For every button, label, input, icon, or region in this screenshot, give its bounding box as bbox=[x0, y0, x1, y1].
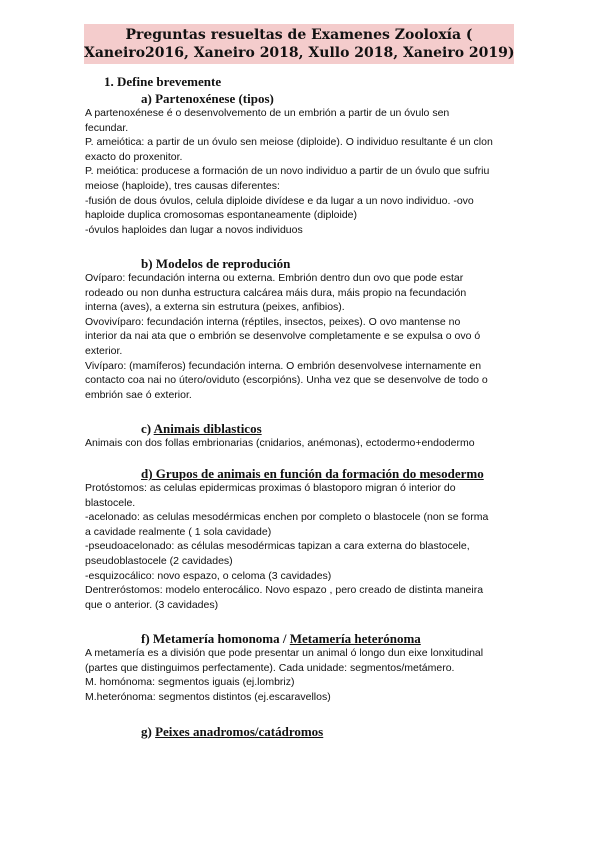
text-line: Dentreróstomos: modelo enterocálico. Novo espazo , pero creado de distinta maneira bbox=[85, 584, 484, 597]
text-line: contacto coa nai no útero/oviduto (escorpións). Unha vez que se desenvolve de todo o bbox=[85, 374, 488, 387]
paragraph-d bbox=[85, 481, 515, 612]
heading-f-title: f) Metamería homonoma bbox=[141, 631, 280, 646]
heading-a: a) Partenoxénese (tipos) bbox=[141, 91, 274, 106]
text-line: Vivíparo: (mamíferos) fecundación interna. O embrión desenvolvese internamente en bbox=[85, 359, 482, 372]
text-line: rodeado ou non dunha estructura calcárea máis dura, máis propio na fecundación bbox=[85, 286, 467, 299]
text-line: que o anterior. (3 cavidades) bbox=[85, 598, 219, 611]
text-line: exterior. bbox=[85, 344, 123, 357]
text-line: -óvulos haploides dan lugar a novos individuos bbox=[85, 223, 303, 236]
text-line: -fusión de dous óvulos, celula diploide divídese e da lugar a un novo individuo. -ovo bbox=[85, 194, 474, 207]
heading-g-title: Peixes anadromos/catádromos bbox=[155, 724, 324, 739]
heading-c-prefix: c) bbox=[141, 421, 154, 436]
heading-g bbox=[141, 724, 323, 740]
heading-b: b) Modelos de reprodución bbox=[141, 256, 291, 271]
text-line: Protóstomos: as celulas epidermicas proximas ó blastoporo migran ó interior do bbox=[85, 482, 456, 494]
text-line: -pseudoacelonado: as células mesodérmicas tapizan a cara externa do blastocele, bbox=[85, 540, 470, 553]
text-line: A metamería es a división que pode presentar un animal ó longo dun eixe lonxitudinal bbox=[85, 647, 484, 659]
text-line: Ovíparo: fecundación interna ou externa. Embrión dentro dun ovo que pode estar bbox=[85, 272, 464, 284]
paragraph-b bbox=[85, 271, 515, 402]
text-line: Ovovivíparo: fecundación interna (réptiles, insectos, peixes). O ovo mantense no bbox=[85, 315, 461, 328]
text-line: a cavidade realmente ( 1 sola cavidade) bbox=[85, 525, 272, 538]
text-line: pseudoblastocele (2 cavidades) bbox=[85, 554, 233, 567]
text-line: P. meiótica: producese a formación de un novo individuo a partir de un óvulo que sufriu bbox=[85, 165, 490, 178]
heading-f-separator: / bbox=[279, 631, 290, 646]
heading-f bbox=[141, 631, 421, 647]
text-line: Animais con dos follas embrionarias (cnidarios, anémonas), ectodermo+endodermo bbox=[85, 437, 475, 449]
heading-d: d) Grupos de animais en función da formación do mesodermo bbox=[141, 466, 484, 481]
text-line: interior da nai ata que o embrión se desenvolve completamente e se expulsa o ovo ó bbox=[85, 330, 481, 343]
heading-g-prefix: g) bbox=[141, 724, 156, 739]
text-line: fecundar. bbox=[85, 121, 129, 134]
heading-c bbox=[141, 421, 262, 437]
title-line-1: Preguntas resueltas de Examenes Zooloxía ( bbox=[125, 27, 473, 43]
heading-f-title-2: Metamería heterónoma bbox=[289, 631, 421, 646]
text-line: (partes que distinguimos perfectamente). Cada unidade: segmentos/metámero. bbox=[85, 661, 455, 674]
text-line: M.heterónoma: segmentos distintos (ej.escaravellos) bbox=[85, 690, 331, 703]
heading-c-title: Animais diblasticos bbox=[153, 421, 262, 436]
text-line: -esquizocálico: novo espazo, o celoma (3 cavidades) bbox=[85, 569, 332, 582]
text-line: interna (aves), a externa sin estrutura (peixes, anfibios). bbox=[85, 301, 345, 314]
text-line: meiose (haploide), tres causas diferentes: bbox=[85, 179, 280, 192]
paragraph-a bbox=[85, 106, 515, 237]
section-heading: 1. Define brevemente bbox=[104, 74, 222, 89]
title-line-2: Xaneiro2016, Xaneiro 2018, Xullo 2018, Xaneiro 2019) bbox=[84, 45, 515, 61]
document-title bbox=[84, 24, 514, 64]
text-line: exacto do proxenitor. bbox=[85, 150, 183, 163]
paragraph-c bbox=[85, 436, 515, 451]
text-line: M. homónoma: segmentos iguais (ej.lombriz) bbox=[85, 676, 295, 689]
text-line: A partenoxénese é o desenvolvemento de un embrión a partir de un óvulo sen bbox=[85, 107, 450, 119]
paragraph-f bbox=[85, 646, 515, 704]
text-line: blastocele. bbox=[85, 496, 136, 509]
text-line: haploide duplica cromosomas espontaneamente (diploide) bbox=[85, 209, 358, 222]
text-line: P. ameiótica: a partir de un óvulo sen meiose (diploide). O individuo resultante é un clon bbox=[85, 136, 493, 149]
text-line: -acelonado: as celulas mesodérmicas enchen por completo o blastocele (non se forma bbox=[85, 511, 489, 524]
text-line: embrión sae ó exterior. bbox=[85, 388, 192, 401]
